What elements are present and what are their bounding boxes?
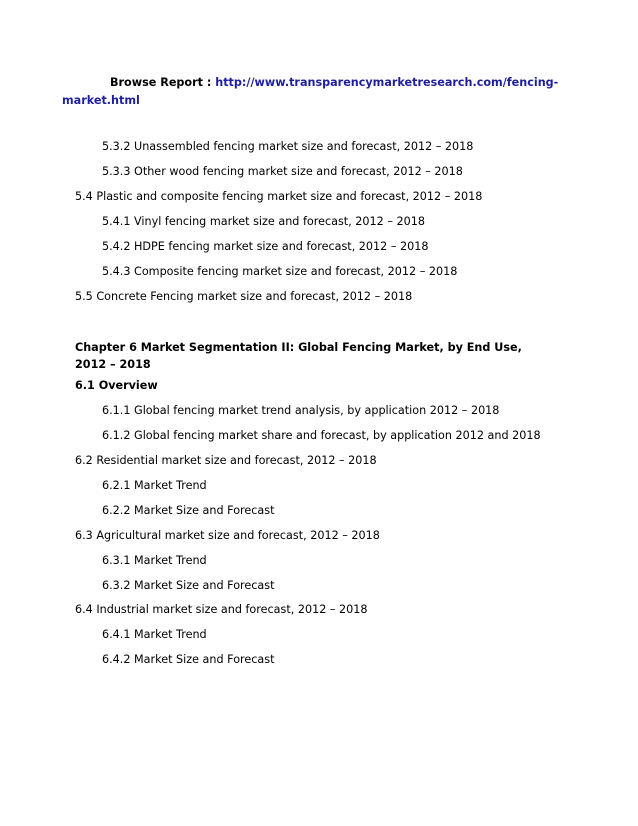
toc-entry: 5.4.2 HDPE fencing market size and forecast, 2012 – 2018 bbox=[102, 240, 429, 253]
toc-entry: 5.4.3 Composite fencing market size and forecast, 2012 – 2018 bbox=[102, 265, 458, 278]
toc-entry: 5.5 Concrete Fencing market size and forecast, 2012 – 2018 bbox=[75, 290, 413, 303]
toc-entry: 6.3.2 Market Size and Forecast bbox=[102, 579, 275, 592]
toc-entry: 5.3.2 Unassembled fencing market size and forecast, 2012 – 2018 bbox=[102, 140, 474, 153]
section-heading: 6.1 Overview bbox=[75, 379, 158, 392]
toc-entry: 6.3.1 Market Trend bbox=[102, 554, 207, 567]
browse-report-label: Browse Report : bbox=[110, 76, 216, 89]
toc-entry: 6.2 Residential market size and forecast, 2012 – 2018 bbox=[75, 454, 377, 467]
chapter-heading: Chapter 6 Market Segmentation II: Global Fencing Market, by End Use, 2012 – 2018 bbox=[75, 341, 522, 371]
browse-report-line bbox=[62, 74, 562, 110]
toc-entry: 6.4 Industrial market size and forecast, 2012 – 2018 bbox=[75, 603, 368, 616]
toc-entry: 6.2.2 Market Size and Forecast bbox=[102, 504, 275, 517]
toc-entry: 6.2.1 Market Trend bbox=[102, 479, 207, 492]
toc-entry: 6.4.1 Market Trend bbox=[102, 628, 207, 641]
toc-entry: 5.4.1 Vinyl fencing market size and forecast, 2012 – 2018 bbox=[102, 215, 425, 228]
toc-entry: 5.3.3 Other wood fencing market size and forecast, 2012 – 2018 bbox=[102, 165, 463, 178]
toc-entry: 6.3 Agricultural market size and forecast, 2012 – 2018 bbox=[75, 529, 380, 542]
toc-entry: 6.1.1 Global fencing market trend analysis, by application 2012 – 2018 bbox=[102, 404, 500, 417]
toc-entry: 6.1.2 Global fencing market share and forecast, by application 2012 and 2018 bbox=[102, 429, 541, 442]
toc-entry: 5.4 Plastic and composite fencing market size and forecast, 2012 – 2018 bbox=[75, 190, 483, 203]
report-url-link[interactable]: http://www.transparencymarketresearch.com/fencing-market.html bbox=[62, 76, 559, 107]
toc-entry: 6.4.2 Market Size and Forecast bbox=[102, 653, 275, 666]
